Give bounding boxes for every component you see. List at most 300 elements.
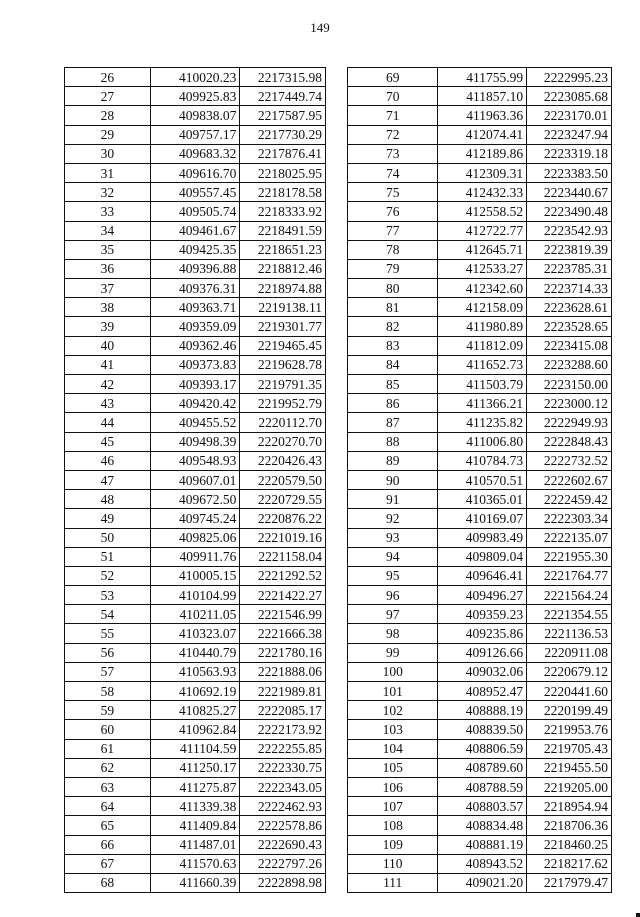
y-coordinate-cell: 2222462.93 — [240, 797, 326, 816]
point-number-cell: 102 — [348, 701, 438, 720]
y-coordinate-cell: 2219205.00 — [527, 777, 612, 796]
point-number-cell: 61 — [65, 739, 151, 758]
x-coordinate-cell: 409359.23 — [438, 605, 527, 624]
point-number-cell: 42 — [65, 375, 151, 394]
y-coordinate-cell: 2219455.50 — [527, 758, 612, 777]
x-coordinate-cell: 411660.39 — [150, 873, 240, 892]
point-number-cell: 34 — [65, 221, 151, 240]
x-coordinate-cell: 411755.99 — [438, 68, 527, 87]
x-coordinate-cell: 410169.07 — [438, 509, 527, 528]
table-row — [348, 259, 612, 278]
x-coordinate-cell: 409461.67 — [150, 221, 240, 240]
x-coordinate-cell: 412558.52 — [438, 202, 527, 221]
y-coordinate-cell: 2223247.94 — [527, 125, 612, 144]
table-row — [348, 835, 612, 854]
point-number-cell: 50 — [65, 528, 151, 547]
x-coordinate-cell: 409363.71 — [150, 298, 240, 317]
table-row — [348, 375, 612, 394]
x-coordinate-cell: 409393.17 — [150, 375, 240, 394]
table-row — [348, 202, 612, 221]
table-row — [65, 490, 326, 509]
y-coordinate-cell: 2218974.88 — [240, 279, 326, 298]
table-row — [65, 624, 326, 643]
x-coordinate-cell: 409548.93 — [150, 451, 240, 470]
table-row — [65, 375, 326, 394]
x-coordinate-cell: 409672.50 — [150, 490, 240, 509]
y-coordinate-cell: 2222303.34 — [527, 509, 612, 528]
table-row — [348, 509, 612, 528]
table-row — [348, 470, 612, 489]
y-coordinate-cell: 2222848.43 — [527, 432, 612, 451]
y-coordinate-cell: 2218217.62 — [527, 854, 612, 873]
point-number-cell: 100 — [348, 662, 438, 681]
point-number-cell: 62 — [65, 758, 151, 777]
x-coordinate-cell: 409607.01 — [150, 470, 240, 489]
table-row — [65, 87, 326, 106]
table-row — [348, 643, 612, 662]
table-row — [348, 183, 612, 202]
point-number-cell: 105 — [348, 758, 438, 777]
x-coordinate-cell: 409362.46 — [150, 336, 240, 355]
point-number-cell: 84 — [348, 355, 438, 374]
x-coordinate-cell: 409359.09 — [150, 317, 240, 336]
table-row — [348, 739, 612, 758]
point-number-cell: 99 — [348, 643, 438, 662]
point-number-cell: 54 — [65, 605, 151, 624]
x-coordinate-cell: 411104.59 — [150, 739, 240, 758]
x-coordinate-cell: 409373.83 — [150, 355, 240, 374]
x-coordinate-cell: 411857.10 — [438, 87, 527, 106]
x-coordinate-cell: 411235.82 — [438, 413, 527, 432]
point-number-cell: 87 — [348, 413, 438, 432]
x-coordinate-cell: 408881.19 — [438, 835, 527, 854]
x-coordinate-cell: 410962.84 — [150, 720, 240, 739]
y-coordinate-cell: 2221764.77 — [527, 566, 612, 585]
y-coordinate-cell: 2221955.30 — [527, 547, 612, 566]
x-coordinate-cell: 410365.01 — [438, 490, 527, 509]
point-number-cell: 89 — [348, 451, 438, 470]
point-number-cell: 93 — [348, 528, 438, 547]
x-coordinate-cell: 409809.04 — [438, 547, 527, 566]
y-coordinate-cell: 2217587.95 — [240, 106, 326, 125]
y-coordinate-cell: 2220911.08 — [527, 643, 612, 662]
x-coordinate-cell: 408952.47 — [438, 682, 527, 701]
point-number-cell: 48 — [65, 490, 151, 509]
y-coordinate-cell: 2220876.22 — [240, 509, 326, 528]
point-number-cell: 53 — [65, 586, 151, 605]
x-coordinate-cell: 411570.63 — [150, 854, 240, 873]
point-number-cell: 26 — [65, 68, 151, 87]
x-coordinate-cell: 411503.79 — [438, 375, 527, 394]
table-row — [348, 490, 612, 509]
point-number-cell: 55 — [65, 624, 151, 643]
table-row — [65, 394, 326, 413]
table-row — [348, 547, 612, 566]
x-coordinate-cell: 411366.21 — [438, 394, 527, 413]
x-coordinate-cell: 412432.33 — [438, 183, 527, 202]
table-row — [348, 605, 612, 624]
point-number-cell: 109 — [348, 835, 438, 854]
point-number-cell: 78 — [348, 240, 438, 259]
table-row — [348, 682, 612, 701]
table-row — [65, 413, 326, 432]
y-coordinate-cell: 2219953.76 — [527, 720, 612, 739]
table-row — [65, 528, 326, 547]
point-number-cell: 60 — [65, 720, 151, 739]
point-number-cell: 86 — [348, 394, 438, 413]
x-coordinate-cell: 409021.20 — [438, 873, 527, 892]
point-number-cell: 103 — [348, 720, 438, 739]
point-number-cell: 43 — [65, 394, 151, 413]
y-coordinate-cell: 2221780.16 — [240, 643, 326, 662]
y-coordinate-cell: 2218460.25 — [527, 835, 612, 854]
point-number-cell: 91 — [348, 490, 438, 509]
y-coordinate-cell: 2223528.65 — [527, 317, 612, 336]
x-coordinate-cell: 410784.73 — [438, 451, 527, 470]
table-row — [348, 586, 612, 605]
point-number-cell: 107 — [348, 797, 438, 816]
table-row — [348, 873, 612, 892]
x-coordinate-cell: 411963.36 — [438, 106, 527, 125]
x-coordinate-cell: 409757.17 — [150, 125, 240, 144]
y-coordinate-cell: 2220199.49 — [527, 701, 612, 720]
table-row — [65, 106, 326, 125]
x-coordinate-cell: 411812.09 — [438, 336, 527, 355]
y-coordinate-cell: 2222085.17 — [240, 701, 326, 720]
x-coordinate-cell: 409455.52 — [150, 413, 240, 432]
y-coordinate-cell: 2223542.93 — [527, 221, 612, 240]
y-coordinate-cell: 2223415.08 — [527, 336, 612, 355]
y-coordinate-cell: 2221546.99 — [240, 605, 326, 624]
x-coordinate-cell: 410020.23 — [150, 68, 240, 87]
y-coordinate-cell: 2220112.70 — [240, 413, 326, 432]
table-row — [65, 183, 326, 202]
x-coordinate-cell: 409505.74 — [150, 202, 240, 221]
y-coordinate-cell: 2217449.74 — [240, 87, 326, 106]
x-coordinate-cell: 409496.27 — [438, 586, 527, 605]
y-coordinate-cell: 2222690.43 — [240, 835, 326, 854]
table-body — [348, 68, 612, 893]
table-row — [65, 835, 326, 854]
x-coordinate-cell: 409825.06 — [150, 528, 240, 547]
y-coordinate-cell: 2220679.12 — [527, 662, 612, 681]
table-row — [348, 816, 612, 835]
table-row — [348, 221, 612, 240]
point-number-cell: 40 — [65, 336, 151, 355]
point-number-cell: 72 — [348, 125, 438, 144]
y-coordinate-cell: 2221158.04 — [240, 547, 326, 566]
table-row — [65, 701, 326, 720]
point-number-cell: 52 — [65, 566, 151, 585]
point-number-cell: 31 — [65, 163, 151, 182]
point-number-cell: 46 — [65, 451, 151, 470]
point-number-cell: 71 — [348, 106, 438, 125]
table-row — [348, 432, 612, 451]
table-row — [65, 451, 326, 470]
x-coordinate-cell: 409376.31 — [150, 279, 240, 298]
table-row — [348, 758, 612, 777]
y-coordinate-cell: 2223819.39 — [527, 240, 612, 259]
x-coordinate-cell: 412722.77 — [438, 221, 527, 240]
y-coordinate-cell: 2219952.79 — [240, 394, 326, 413]
table-row — [348, 720, 612, 739]
x-coordinate-cell: 409420.42 — [150, 394, 240, 413]
table-row — [65, 336, 326, 355]
point-number-cell: 49 — [65, 509, 151, 528]
point-number-cell: 65 — [65, 816, 151, 835]
point-number-cell: 111 — [348, 873, 438, 892]
point-number-cell: 58 — [65, 682, 151, 701]
point-number-cell: 79 — [348, 259, 438, 278]
y-coordinate-cell: 2222602.67 — [527, 470, 612, 489]
y-coordinate-cell: 2222898.98 — [240, 873, 326, 892]
y-coordinate-cell: 2223383.50 — [527, 163, 612, 182]
x-coordinate-cell: 409911.76 — [150, 547, 240, 566]
x-coordinate-cell: 410440.79 — [150, 643, 240, 662]
point-number-cell: 39 — [65, 317, 151, 336]
table-row — [65, 355, 326, 374]
y-coordinate-cell: 2217315.98 — [240, 68, 326, 87]
y-coordinate-cell: 2221666.38 — [240, 624, 326, 643]
x-coordinate-cell: 408803.57 — [438, 797, 527, 816]
y-coordinate-cell: 2223714.33 — [527, 279, 612, 298]
y-coordinate-cell: 2218651.23 — [240, 240, 326, 259]
x-coordinate-cell: 411250.17 — [150, 758, 240, 777]
x-coordinate-cell: 408888.19 — [438, 701, 527, 720]
y-coordinate-cell: 2217979.47 — [527, 873, 612, 892]
point-number-cell: 33 — [65, 202, 151, 221]
x-coordinate-cell: 410570.51 — [438, 470, 527, 489]
point-number-cell: 69 — [348, 68, 438, 87]
point-number-cell: 67 — [65, 854, 151, 873]
table-row — [348, 279, 612, 298]
table-row — [65, 854, 326, 873]
y-coordinate-cell: 2223150.00 — [527, 375, 612, 394]
y-coordinate-cell: 2220270.70 — [240, 432, 326, 451]
y-coordinate-cell: 2222949.93 — [527, 413, 612, 432]
table-row — [65, 643, 326, 662]
y-coordinate-cell: 2219465.45 — [240, 336, 326, 355]
x-coordinate-cell: 409235.86 — [438, 624, 527, 643]
y-coordinate-cell: 2222797.26 — [240, 854, 326, 873]
x-coordinate-cell: 409983.49 — [438, 528, 527, 547]
table-row — [348, 451, 612, 470]
coordinates-table-left — [64, 67, 326, 893]
point-number-cell: 76 — [348, 202, 438, 221]
y-coordinate-cell: 2220441.60 — [527, 682, 612, 701]
y-coordinate-cell: 2221136.53 — [527, 624, 612, 643]
point-number-cell: 51 — [65, 547, 151, 566]
table-row — [348, 624, 612, 643]
point-number-cell: 37 — [65, 279, 151, 298]
point-number-cell: 97 — [348, 605, 438, 624]
table-row — [65, 221, 326, 240]
table-row — [65, 68, 326, 87]
y-coordinate-cell: 2222343.05 — [240, 777, 326, 796]
corner-mark — [636, 913, 640, 917]
table-row — [65, 125, 326, 144]
point-number-cell: 92 — [348, 509, 438, 528]
y-coordinate-cell: 2223490.48 — [527, 202, 612, 221]
x-coordinate-cell: 412189.86 — [438, 144, 527, 163]
point-number-cell: 70 — [348, 87, 438, 106]
table-row — [65, 662, 326, 681]
table-row — [65, 163, 326, 182]
x-coordinate-cell: 412074.41 — [438, 125, 527, 144]
table-row — [65, 682, 326, 701]
y-coordinate-cell: 2220579.50 — [240, 470, 326, 489]
table-row — [348, 394, 612, 413]
table-row — [348, 240, 612, 259]
table-row — [65, 547, 326, 566]
x-coordinate-cell: 409032.06 — [438, 662, 527, 681]
table-row — [65, 144, 326, 163]
table-row — [65, 797, 326, 816]
y-coordinate-cell: 2221989.81 — [240, 682, 326, 701]
x-coordinate-cell: 409498.39 — [150, 432, 240, 451]
y-coordinate-cell: 2219705.43 — [527, 739, 612, 758]
table-row — [348, 662, 612, 681]
point-number-cell: 106 — [348, 777, 438, 796]
y-coordinate-cell: 2218491.59 — [240, 221, 326, 240]
y-coordinate-cell: 2221422.27 — [240, 586, 326, 605]
point-number-cell: 30 — [65, 144, 151, 163]
table-row — [65, 470, 326, 489]
x-coordinate-cell: 408806.59 — [438, 739, 527, 758]
y-coordinate-cell: 2222459.42 — [527, 490, 612, 509]
point-number-cell: 96 — [348, 586, 438, 605]
x-coordinate-cell: 412158.09 — [438, 298, 527, 317]
point-number-cell: 110 — [348, 854, 438, 873]
table-row — [65, 240, 326, 259]
table-body — [65, 68, 326, 893]
x-coordinate-cell: 411339.38 — [150, 797, 240, 816]
y-coordinate-cell: 2221354.55 — [527, 605, 612, 624]
table-row — [348, 317, 612, 336]
x-coordinate-cell: 411006.80 — [438, 432, 527, 451]
table-row — [65, 586, 326, 605]
point-number-cell: 28 — [65, 106, 151, 125]
table-row — [348, 701, 612, 720]
table-row — [348, 106, 612, 125]
x-coordinate-cell: 409838.07 — [150, 106, 240, 125]
table-row — [348, 68, 612, 87]
point-number-cell: 83 — [348, 336, 438, 355]
x-coordinate-cell: 410104.99 — [150, 586, 240, 605]
y-coordinate-cell: 2218706.36 — [527, 816, 612, 835]
point-number-cell: 90 — [348, 470, 438, 489]
table-row — [348, 797, 612, 816]
x-coordinate-cell: 411487.01 — [150, 835, 240, 854]
y-coordinate-cell: 2218954.94 — [527, 797, 612, 816]
y-coordinate-cell: 2222578.86 — [240, 816, 326, 835]
point-number-cell: 36 — [65, 259, 151, 278]
table-row — [65, 202, 326, 221]
table-row — [348, 298, 612, 317]
point-number-cell: 80 — [348, 279, 438, 298]
x-coordinate-cell: 412645.71 — [438, 240, 527, 259]
x-coordinate-cell: 409396.88 — [150, 259, 240, 278]
point-number-cell: 98 — [348, 624, 438, 643]
table-row — [348, 336, 612, 355]
table-row — [65, 605, 326, 624]
x-coordinate-cell: 409425.35 — [150, 240, 240, 259]
x-coordinate-cell: 409646.41 — [438, 566, 527, 585]
table-row — [65, 720, 326, 739]
x-coordinate-cell: 411980.89 — [438, 317, 527, 336]
y-coordinate-cell: 2223085.68 — [527, 87, 612, 106]
page-number: 149 — [310, 20, 330, 35]
y-coordinate-cell: 2222330.75 — [240, 758, 326, 777]
table-row — [348, 777, 612, 796]
point-number-cell: 56 — [65, 643, 151, 662]
point-number-cell: 108 — [348, 816, 438, 835]
x-coordinate-cell: 410211.05 — [150, 605, 240, 624]
table-row — [65, 739, 326, 758]
point-number-cell: 88 — [348, 432, 438, 451]
y-coordinate-cell: 2223440.67 — [527, 183, 612, 202]
table-row — [348, 528, 612, 547]
y-coordinate-cell: 2219301.77 — [240, 317, 326, 336]
point-number-cell: 64 — [65, 797, 151, 816]
x-coordinate-cell: 408839.50 — [438, 720, 527, 739]
x-coordinate-cell: 408834.48 — [438, 816, 527, 835]
y-coordinate-cell: 2218333.92 — [240, 202, 326, 221]
point-number-cell: 38 — [65, 298, 151, 317]
point-number-cell: 29 — [65, 125, 151, 144]
x-coordinate-cell: 408943.52 — [438, 854, 527, 873]
y-coordinate-cell: 2223170.01 — [527, 106, 612, 125]
point-number-cell: 44 — [65, 413, 151, 432]
table-row — [348, 125, 612, 144]
y-coordinate-cell: 2217730.29 — [240, 125, 326, 144]
y-coordinate-cell: 2222255.85 — [240, 739, 326, 758]
y-coordinate-cell: 2219791.35 — [240, 375, 326, 394]
y-coordinate-cell: 2217876.41 — [240, 144, 326, 163]
x-coordinate-cell: 412342.60 — [438, 279, 527, 298]
y-coordinate-cell: 2221564.24 — [527, 586, 612, 605]
x-coordinate-cell: 412309.31 — [438, 163, 527, 182]
point-number-cell: 74 — [348, 163, 438, 182]
y-coordinate-cell: 2223288.60 — [527, 355, 612, 374]
table-row — [65, 298, 326, 317]
point-number-cell: 82 — [348, 317, 438, 336]
y-coordinate-cell: 2220729.55 — [240, 490, 326, 509]
y-coordinate-cell: 2219628.78 — [240, 355, 326, 374]
point-number-cell: 101 — [348, 682, 438, 701]
y-coordinate-cell: 2221888.06 — [240, 662, 326, 681]
table-row — [65, 432, 326, 451]
table-row — [65, 317, 326, 336]
x-coordinate-cell: 408789.60 — [438, 758, 527, 777]
y-coordinate-cell: 2223628.61 — [527, 298, 612, 317]
x-coordinate-cell: 409925.83 — [150, 87, 240, 106]
x-coordinate-cell: 410825.27 — [150, 701, 240, 720]
point-number-cell: 57 — [65, 662, 151, 681]
y-coordinate-cell: 2222732.52 — [527, 451, 612, 470]
x-coordinate-cell: 409616.70 — [150, 163, 240, 182]
point-number-cell: 32 — [65, 183, 151, 202]
point-number-cell: 59 — [65, 701, 151, 720]
table-row — [65, 816, 326, 835]
table-row — [65, 758, 326, 777]
x-coordinate-cell: 408788.59 — [438, 777, 527, 796]
table-row — [65, 259, 326, 278]
coordinates-table-right — [347, 67, 612, 893]
y-coordinate-cell: 2220426.43 — [240, 451, 326, 470]
x-coordinate-cell: 410692.19 — [150, 682, 240, 701]
point-number-cell: 73 — [348, 144, 438, 163]
